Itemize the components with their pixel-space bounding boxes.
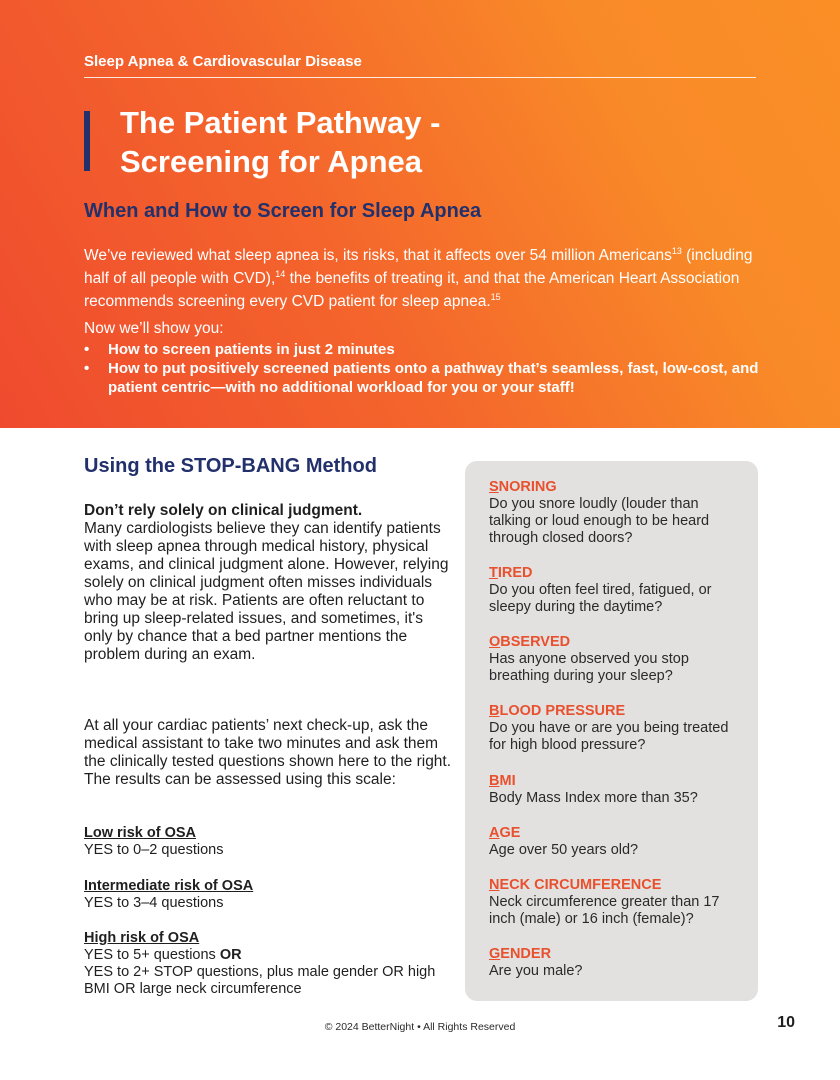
question-heading-rest: GE — [499, 825, 521, 841]
citation-14: 14 — [275, 269, 286, 280]
risk-level-intermediate — [84, 878, 454, 912]
question-heading-rest: IRED — [497, 565, 533, 581]
checkup-paragraph: At all your cardiac patients’ next check-up, ask the medical assistant to take two minutes and ask them the clinically tested questions shown here to the right. The results can be assessed using this scale: — [84, 717, 452, 788]
list-item — [84, 359, 774, 397]
question-text: Do you snore loudly (louder than talking or loud enough to be heard through closed doors? — [489, 496, 710, 546]
hero-banner — [0, 0, 840, 428]
page-number: 10 — [777, 1014, 795, 1031]
question-text: Are you male? — [489, 963, 583, 979]
risk-level-high — [84, 930, 454, 998]
document-eyebrow: Sleep Apnea & Cardiovascular Disease — [84, 53, 362, 70]
risk-or: OR — [219, 947, 242, 963]
eyebrow-divider — [84, 77, 756, 78]
show-you-label: Now we’ll show you: — [84, 320, 224, 337]
citation-15: 15 — [490, 292, 501, 303]
footer-copyright: © 2024 BetterNight • All Rights Reserved — [324, 1021, 516, 1033]
risk-heading: High risk of OSA — [84, 930, 200, 946]
question-bmi — [489, 773, 744, 807]
question-gender — [489, 946, 744, 980]
question-heading — [489, 565, 744, 582]
title-line-1: The Patient Pathway - — [120, 105, 441, 140]
page-title — [120, 103, 440, 181]
question-text: Neck circumference greater than 17 inch (male) or 16 inch (female)? — [489, 894, 720, 927]
risk-criteria: YES to 0–2 questions — [84, 842, 224, 858]
question-snoring — [489, 479, 744, 547]
question-heading — [489, 773, 744, 790]
question-heading-rest: ECK CIRCUMFERENCE — [499, 877, 662, 893]
bullet-icon: • — [84, 341, 90, 358]
intro-text: the benefits of treating it, and that the American Heart Association recommends screening every CVD patient for sleep apnea. — [84, 270, 740, 311]
question-text: Has anyone observed you stop breathing during your sleep? — [489, 651, 689, 684]
question-letter: G — [489, 946, 501, 962]
bullet-icon: • — [84, 360, 90, 377]
question-letter: B — [489, 773, 500, 789]
question-heading — [489, 634, 744, 651]
question-letter: S — [489, 479, 499, 495]
stop-bang-questionnaire — [465, 461, 758, 1001]
intro-paragraph — [84, 242, 764, 311]
list-item-text: How to put positively screened patients onto a pathway that’s seamless, fast, low-cost, and patient centric—with no additional workload for you or your staff! — [108, 360, 759, 396]
question-age — [489, 825, 744, 859]
risk-criteria: YES to 3–4 questions — [84, 895, 224, 911]
title-line-2: Screening for Apnea — [120, 144, 423, 179]
question-tired — [489, 565, 744, 616]
question-heading — [489, 479, 744, 496]
question-neck-circumference — [489, 877, 744, 928]
question-letter: N — [489, 877, 500, 893]
question-heading — [489, 825, 744, 842]
section-subtitle: When and How to Screen for Sleep Apnea — [84, 200, 482, 222]
question-blood-pressure — [489, 703, 744, 754]
question-heading-rest: ENDER — [500, 946, 552, 962]
title-accent-bar — [84, 111, 90, 171]
question-text: Do you often feel tired, fatigued, or sleepy during the daytime? — [489, 582, 712, 615]
question-letter: A — [489, 825, 500, 841]
risk-level-low — [84, 825, 454, 859]
question-heading-rest: NORING — [498, 479, 557, 495]
risk-heading: Intermediate risk of OSA — [84, 878, 254, 894]
benefit-list — [84, 340, 774, 397]
question-heading-rest: LOOD PRESSURE — [499, 703, 626, 719]
paragraph-body: Many cardiologists believe they can identify patients with sleep apnea through medical history, physical exams, and clinical judgment alone. However, relying solely on clinical judgment often misses individuals who may be at risk. Patients are often reluctant to bring up sleep-related issues, and sometimes, it's only by chance that a bed partner mentions the problem during an exam. — [84, 520, 449, 663]
method-column — [84, 455, 454, 997]
question-heading — [489, 877, 744, 894]
question-heading — [489, 703, 744, 720]
risk-criteria: YES to 2+ STOP questions, plus male gender OR high BMI OR large neck circumference — [84, 964, 436, 997]
citation-13: 13 — [671, 246, 682, 256]
method-heading: Using the STOP-BANG Method — [84, 455, 377, 477]
risk-heading: Low risk of OSA — [84, 825, 196, 841]
risk-criteria: YES to 5+ questions — [84, 947, 220, 963]
clinical-judgment-paragraph — [84, 502, 454, 664]
question-observed — [489, 634, 744, 685]
question-heading-rest: MI — [499, 773, 516, 789]
question-text: Body Mass Index more than 35? — [489, 790, 698, 806]
question-heading-rest: BSERVED — [500, 634, 571, 650]
paragraph-lead: Don’t rely solely on clinical judgment. — [84, 502, 363, 519]
question-letter: B — [489, 703, 500, 719]
intro-text: (including half of all people with CVD), — [84, 247, 753, 288]
list-item — [84, 340, 774, 359]
intro-text: We’ve reviewed what sleep apnea is, its risks, that it affects over 54 million Americans — [84, 247, 672, 265]
list-item-text: How to screen patients in just 2 minutes — [108, 341, 395, 358]
question-letter: T — [489, 565, 498, 581]
question-text: Age over 50 years old? — [489, 842, 639, 858]
question-text: Do you have or are you being treated for high blood pressure? — [489, 720, 729, 753]
question-heading — [489, 946, 744, 963]
question-letter: O — [489, 634, 501, 650]
